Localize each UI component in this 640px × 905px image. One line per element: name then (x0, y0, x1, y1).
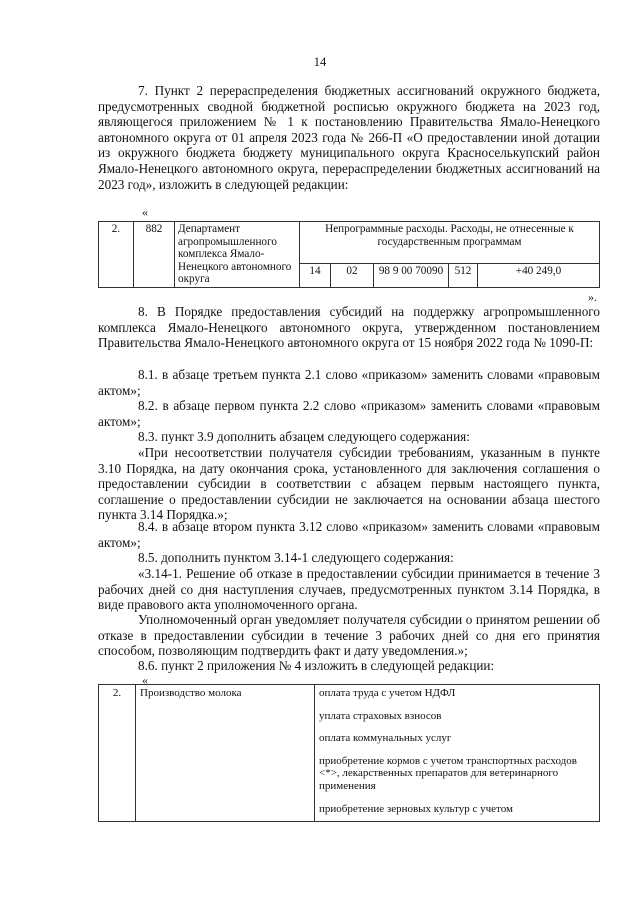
amount: +40 249,0 (478, 264, 600, 287)
paragraph-8-2: 8.2. в абзаце первом пункта 2.2 слово «приказом» заменить словами «правовым актом»; (98, 398, 600, 429)
paragraph-8-5: 8.5. дополнить пунктом 3.14-1 следующего содержания: (138, 550, 454, 565)
expense-item: уплата страховых взносов (319, 709, 442, 722)
target-article: 98 9 00 70090 (374, 264, 449, 287)
section-code: 14 (300, 264, 331, 287)
department-name: Департамент агропромышленного комплекса Ямало-Ненецкого автономного округа (175, 222, 300, 288)
paragraph-8-5-quote-2: Уполномоченный орган уведомляет получателя субсидии о принятом решении об отказе в предоставлении субсидии в течение 3 рабочих дней со дня его принятия способом, позволяющим подтвердить факт и дату уведомления.»; (98, 612, 600, 659)
subsection-code: 02 (331, 264, 374, 287)
expense-item: приобретение кормов с учетом транспортных расходов <*>, лекарственных препаратов для ветеринарного применения (319, 754, 577, 792)
table-row (99, 222, 600, 264)
paragraph-8-3-quote: «При несоответствии получателя субсидии требованиям, указанным в пункте 3.10 Порядка, на дату окончания срока, установленного для заключения соглашения о предоставлении субсидии в соответствии с абзацем первым настоящего пункта, соглашение о предоставлении субсидии не заключается на основании абзаца шестого пункта 3.14 Порядка.»; (98, 445, 600, 523)
expenses-table (98, 684, 600, 822)
appropriations-table (98, 221, 600, 288)
open-quote-1: « (142, 205, 148, 219)
paragraph-7: 7. Пункт 2 перераспределения бюджетных ассигнований окружного бюджета, предусмотренных сводной бюджетной росписью окружного бюджета на 2023 год, являющегося приложением № 1 к постановлению Правительства Ямало-Ненецкого автономного округа от 01 апреля 2023 года № 266-П «О предоставлении иной дотации из окружного бюджета бюджету муниципального округа Красноселькупский район Ямало-Ненецкого автономного округа, перераспределении бюджетных ассигнований на 2023 год», изложить в следующей редакции: (98, 83, 600, 192)
row-number: 2. (99, 222, 134, 288)
paragraph-8-3: 8.3. пункт 3.9 дополнить абзацем следующего содержания: (138, 429, 470, 444)
expense-item: оплата труда с учетом НДФЛ (319, 687, 456, 699)
paragraph-8-5-quote-1: «3.14-1. Решение об отказе в предоставлении субсидии принимается в течение 3 рабочих дней со дня наступления случаев, предусмотренных пунктом 3.14 Порядка, в виде правового акта уполномоченного органа. (98, 566, 600, 613)
paragraph-8: 8. В Порядке предоставления субсидий на поддержку агропромышленного комплекса Ямало-Ненецкого автономного округа, утвержденном постановлением Правительства Ямало-Ненецкого автономного округа от 15 ноября 2022 года № 1090-П: (98, 304, 600, 351)
paragraph-8-6: 8.6. пункт 2 приложения № 4 изложить в следующей редакции: (138, 658, 495, 673)
expense-item: приобретение зерновых культур с учетом (319, 802, 513, 815)
paragraph-8-1: 8.1. в абзаце третьем пункта 2.1 слово «приказом» заменить словами «правовым актом»; (98, 367, 600, 398)
page-number: 14 (313, 55, 327, 69)
row-number: 2. (99, 685, 136, 822)
open-quote-2: « (142, 673, 148, 687)
table-row (99, 685, 600, 822)
expense-heading: Непрограммные расходы. Расходы, не отнесенные к государственным программам (300, 222, 600, 264)
expense-item: оплата коммунальных услуг (319, 732, 452, 745)
budget-code: 882 (134, 222, 175, 288)
paragraph-8-4: 8.4. в абзаце втором пункта 3.12 слово «приказом» заменить словами «правовым актом»; (98, 519, 600, 550)
close-quote-1: ». (588, 290, 597, 304)
activity-name: Производство молока (136, 685, 315, 822)
expense-type: 512 (449, 264, 478, 287)
expense-items (315, 685, 600, 822)
